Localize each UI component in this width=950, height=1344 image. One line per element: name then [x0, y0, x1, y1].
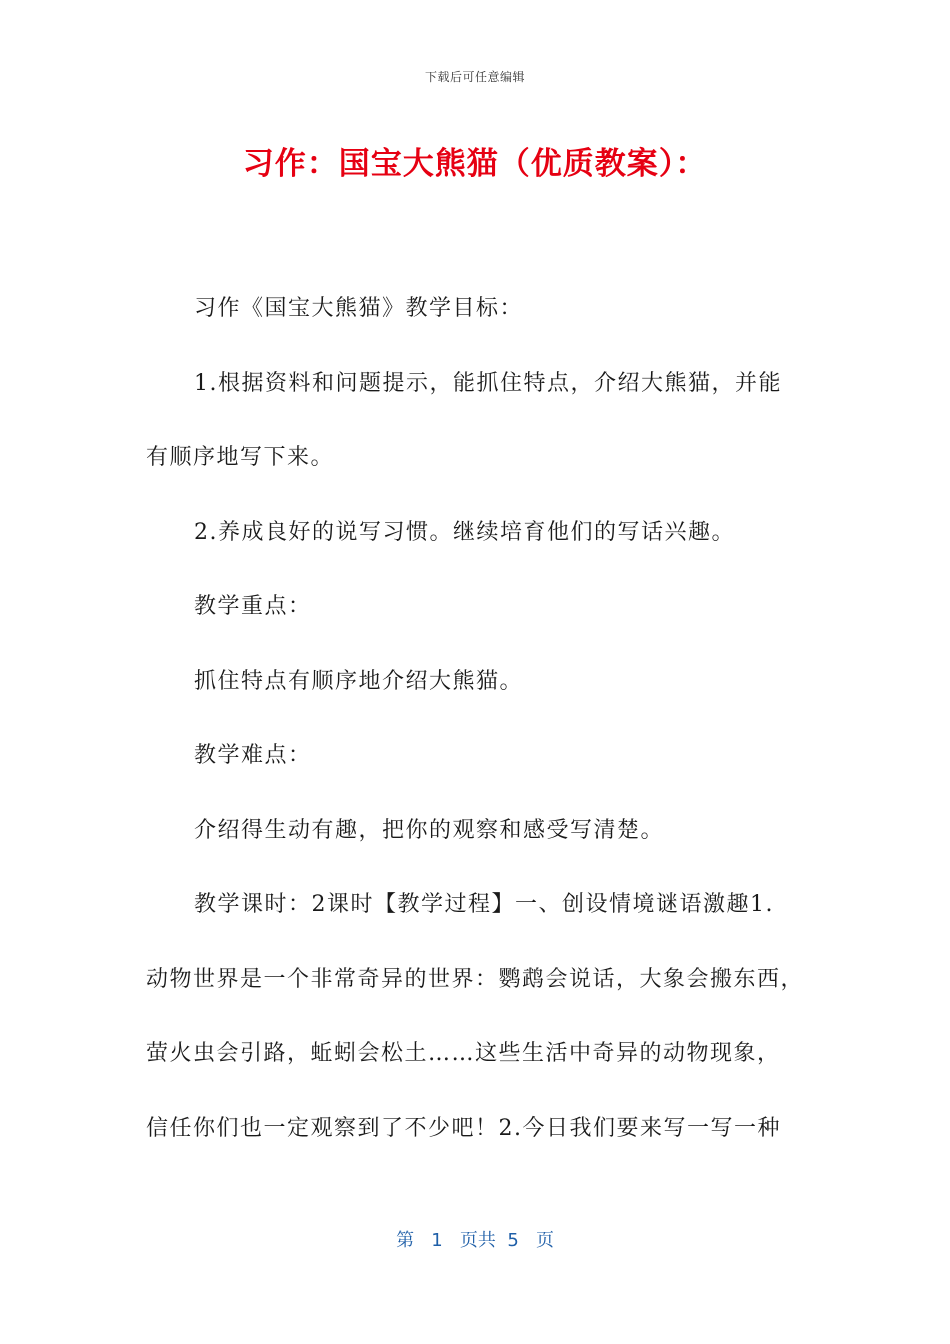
footer-total-pages: 5	[507, 1230, 519, 1251]
document-title: 习作：国宝大熊猫（优质教案）：	[242, 146, 708, 182]
page-footer	[0, 1226, 950, 1252]
paragraph-objective-2: 2.养成良好的说写习惯。继续培育他们的写话兴趣。	[194, 519, 735, 545]
footer-label-ye: 页	[535, 1230, 554, 1251]
paragraph-process-line-4: 信任你们也一定观察到了不少吧！2.今日我们要来写一写一种	[146, 1115, 781, 1141]
paragraph-objective-1-continued: 有顺序地写下来。	[146, 445, 335, 470]
paragraph-process-line-3: 萤火虫会引路，蚯蚓会松土……这些生活中奇异的动物现象，	[146, 1041, 781, 1066]
paragraph-objectives-heading: 习作《国宝大熊猫》教学目标：	[194, 296, 524, 321]
footer-label-ye-gong: 页共	[459, 1230, 496, 1251]
paragraph-difficulties-heading: 教学难点：	[194, 743, 312, 768]
header-note: 下载后可任意编辑	[424, 70, 525, 84]
paragraph-key-points-heading: 教学重点：	[194, 594, 312, 619]
paragraph-key-points: 抓住特点有顺序地介绍大熊猫。	[194, 668, 524, 694]
page-header	[0, 68, 950, 85]
footer-label-di: 第	[396, 1230, 415, 1251]
document-body	[146, 272, 806, 1166]
paragraph-objective-1: 1.根据资料和问题提示，能抓住特点，介绍大熊猫，并能	[194, 370, 782, 396]
footer-current-page: 1	[431, 1230, 443, 1251]
paragraph-difficulties: 介绍得生动有趣，把你的观察和感受写清楚。	[194, 817, 665, 843]
paragraph-process: 教学课时：2课时【教学过程】一、创设情境谜语激趣1.	[194, 892, 774, 917]
paragraph-process-line-2: 动物世界是一个非常奇异的世界：鹦鹉会说话，大象会搬东西，	[146, 966, 805, 992]
